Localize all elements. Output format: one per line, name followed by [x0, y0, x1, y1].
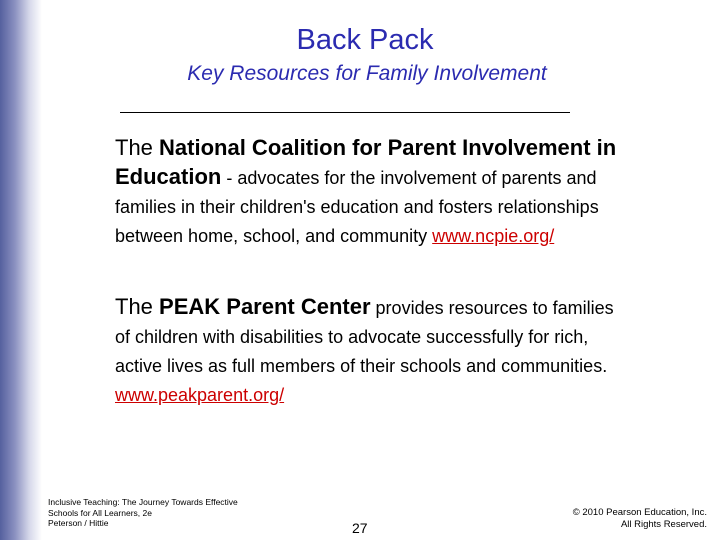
- text: The: [115, 294, 160, 319]
- ncpie-link[interactable]: www.ncpie.org/: [432, 226, 555, 246]
- resource-ncpie: [115, 133, 635, 249]
- text: The: [115, 135, 160, 160]
- book-credit: [48, 497, 238, 529]
- resource-peak: [115, 292, 625, 408]
- book-line: Schools for All Learners, 2e: [48, 507, 152, 518]
- peak-link[interactable]: www.peakparent.org/: [115, 385, 285, 405]
- org-name: PEAK Parent Center: [159, 294, 371, 319]
- description: provides resources to families of children with disabilities to advocate successfully for rich, active lives as full members of their schools and communities.: [115, 298, 614, 376]
- slide-title: Back Pack: [296, 24, 434, 56]
- copyright-line: © 2010 Pearson Education, Inc.: [572, 507, 707, 518]
- slide-subtitle: Key Resources for Family Involvement: [187, 62, 547, 85]
- copyright: [573, 507, 707, 531]
- page-number: 27: [352, 520, 368, 536]
- description: - advocates for the involvement of parents and families in their children's education and fosters relationships between home, school, and community: [115, 168, 599, 246]
- divider: [120, 112, 570, 113]
- book-line: Peterson / Hittie: [48, 518, 109, 528]
- copyright-line: All Rights Reserved.: [620, 519, 707, 530]
- book-line: Inclusive Teaching: The Journey Towards Effective: [48, 497, 238, 507]
- org-name: National Coalition for Parent Involvement in Education: [115, 135, 617, 189]
